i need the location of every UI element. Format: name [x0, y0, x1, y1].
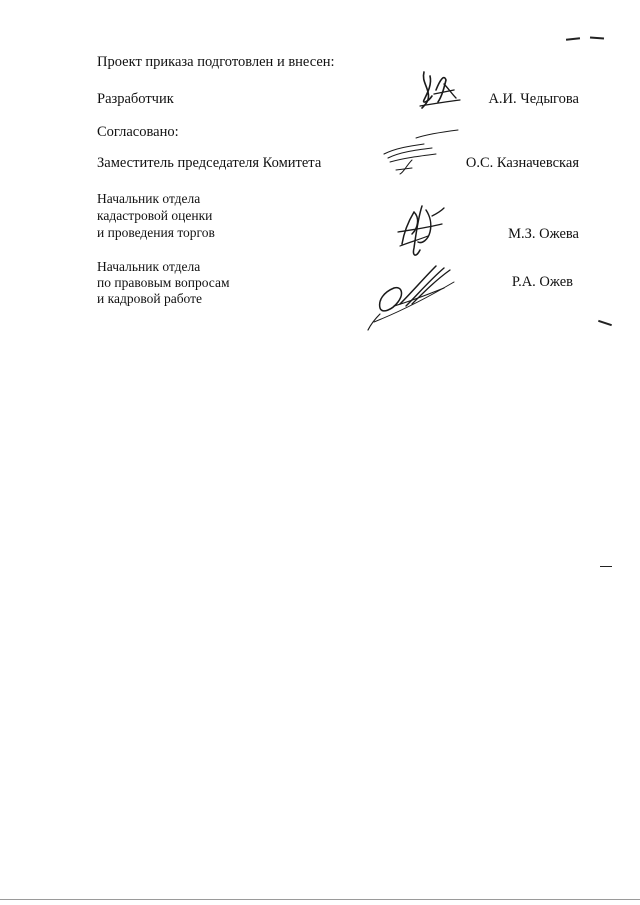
signatory-role-line: и кадровой работе	[97, 291, 203, 306]
scan-mark-dash	[566, 37, 580, 40]
signatory-role-line: Заместитель председателя Комитета	[97, 155, 322, 171]
signatory-role-line: Начальник отдела	[97, 259, 201, 274]
intro-text: Проект приказа подготовлен и внесен:	[97, 54, 335, 70]
signature-ozhev	[364, 258, 464, 334]
signatory-role-line: по правовым вопросам	[97, 275, 230, 290]
signatory-role-line: и проведения торгов	[97, 225, 215, 240]
developer-role: Разработчик	[97, 91, 174, 107]
signatory-name: О.С. Казначевская	[465, 155, 579, 171]
signatory-role-line: кадастровой оценки	[97, 208, 213, 223]
scan-mark-edge	[600, 566, 612, 567]
signatory-name: М.З. Ожева	[508, 226, 579, 242]
signatory-name: Р.А. Ожев	[511, 274, 573, 290]
scan-mark-dash	[590, 37, 604, 40]
scan-mark-edge	[598, 320, 612, 326]
page-bottom-edge	[0, 899, 640, 900]
developer-name: А.И. Чедыгова	[488, 91, 579, 107]
approval-label: Согласовано:	[97, 124, 179, 140]
signatory-role-line: Начальник отдела	[97, 191, 201, 206]
